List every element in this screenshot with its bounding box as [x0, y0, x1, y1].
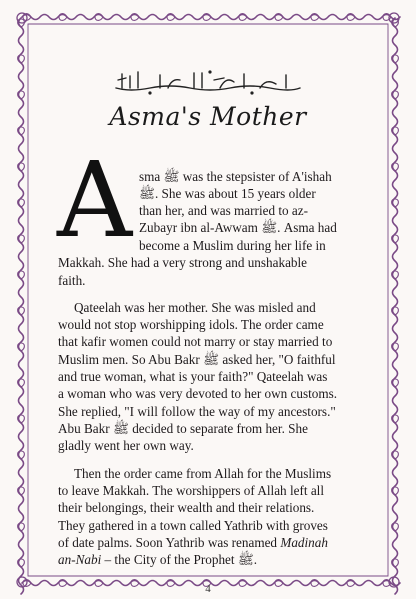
- paragraph-2-line: a woman who was very devoted to her own customs.: [58, 386, 338, 401]
- paragraph-3-line: They gathered in a town called Yathrib with groves: [58, 518, 328, 533]
- paragraph-2-line: that kafir women could not marry or stay married to: [58, 334, 333, 349]
- paragraph-1-line: Zubayr ibn al-Awwam ﷺ. Asma had: [139, 220, 337, 235]
- paragraph-2-line: Abu Bakr ﷺ decided to separate from her. She: [58, 421, 308, 436]
- paragraph-3-text: – the City of the Prophet ﷺ.: [101, 552, 258, 567]
- paragraph-3-text: of date palms. Soon Yathrib was renamed: [58, 535, 281, 550]
- bismillah-calligraphy: [110, 66, 306, 96]
- paragraph-3-line: their belongings, their wealth and their relations.: [58, 500, 315, 515]
- paragraph-1-line: Makkah. She had a very strong and unshakable: [58, 255, 308, 270]
- paragraph-2-line: She replied, "I will follow the way of my ancestors.": [58, 404, 336, 419]
- drop-cap: A: [57, 139, 133, 261]
- border-vine: [17, 13, 27, 23]
- paragraph-2-line: Muslim men. So Abu Bakr ﷺ asked her, "O faithful: [58, 352, 336, 367]
- paragraph-2-line: and true woman, what is your faith?" Qateelah was: [58, 369, 328, 384]
- paragraph-3-line: [58, 534, 328, 551]
- chapter-title: Asma's Mother: [109, 102, 307, 131]
- paragraph-1-line: ﷺ. She was about 15 years older: [139, 186, 316, 201]
- paragraph-1-line: become a Muslim during her life in: [139, 238, 326, 253]
- paragraph-2-line: gladly went her own way.: [58, 438, 194, 453]
- paragraph-3-line: to leave Makkah. The worshippers of Allah left all: [58, 483, 324, 498]
- paragraph-3-line: Then the order came from Allah for the Muslims: [74, 466, 332, 481]
- paragraph-1-line: than her, and was married to az-: [139, 203, 309, 218]
- paragraph-1-line: sma ﷺ was the stepsister of A'ishah: [139, 169, 332, 184]
- italic-place-name: Madinah: [280, 535, 328, 550]
- italic-place-name: an-Nabi: [58, 552, 102, 567]
- page-number: 4: [205, 583, 211, 595]
- paragraph-2-line: would not stop worshipping idols. The order came: [58, 317, 324, 332]
- paragraph-1-line: faith.: [58, 273, 86, 288]
- paragraph-2-line: Qateelah was her mother. She was misled and: [74, 300, 316, 315]
- paragraph-3-line: [58, 551, 257, 568]
